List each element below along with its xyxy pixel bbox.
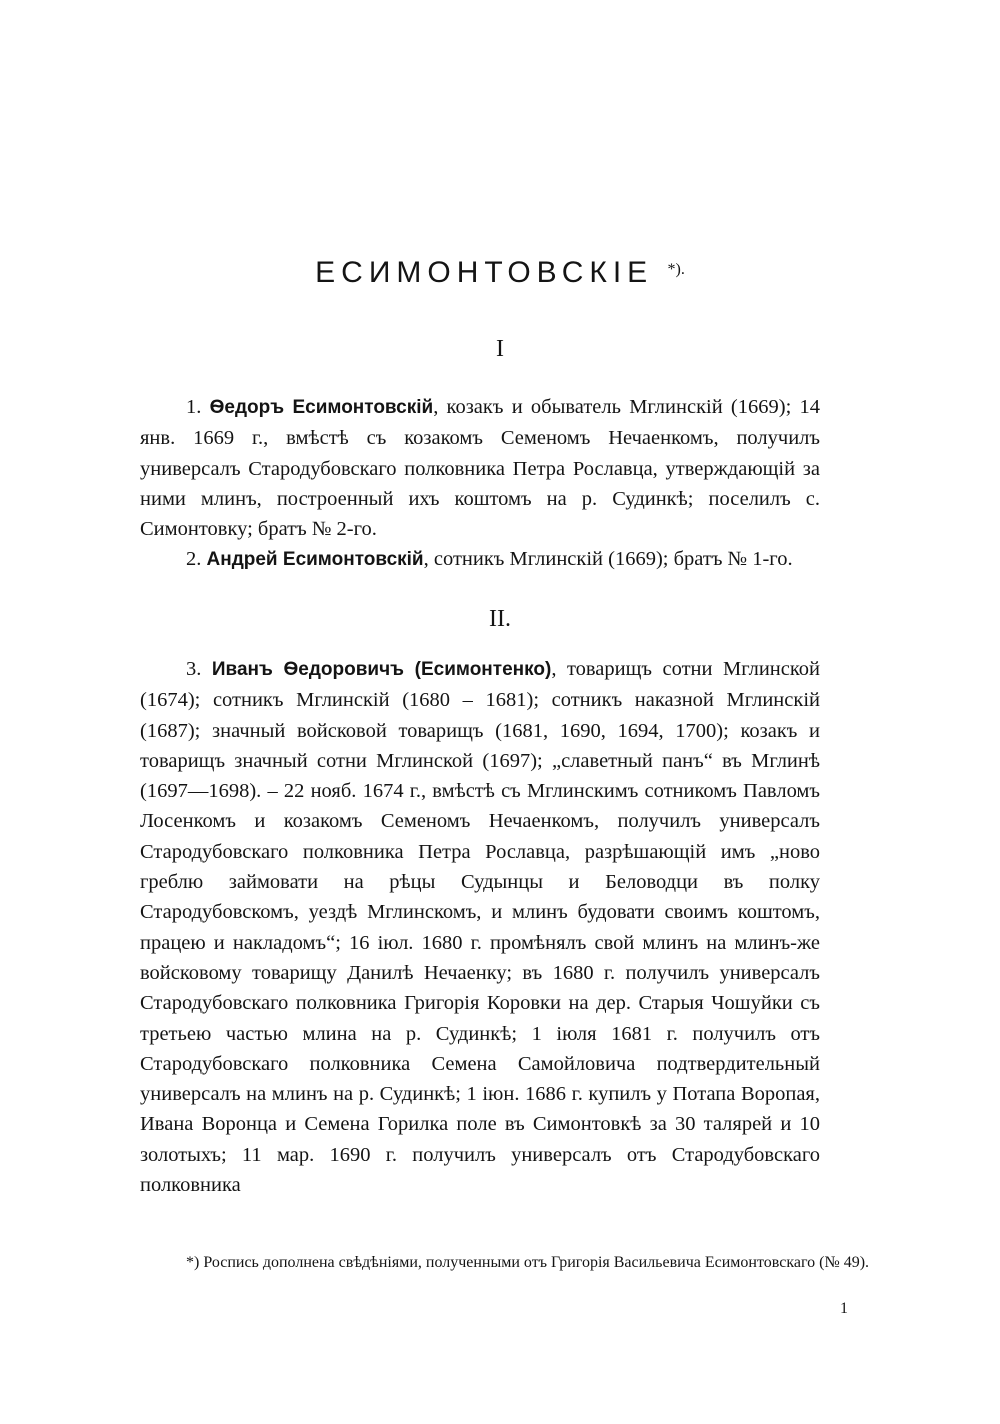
title-text: ЕСИМОНТОВСКІЕ: [315, 256, 654, 289]
person-name: Иванъ Ѳедоровичъ (Есимонтенко): [211, 659, 552, 680]
person-name: Андрей Есимонтовскій: [206, 549, 424, 571]
entry-number: 2.: [186, 548, 202, 571]
entry-1: [140, 392, 820, 544]
section-heading-1: I: [496, 336, 504, 362]
entry-text: , сотникъ Мглинскій (1669); братъ № 1-го.: [423, 548, 793, 571]
section-2-body: [140, 654, 820, 1200]
entry-3: [140, 654, 820, 1200]
page-title: [0, 256, 1000, 290]
section-1-body: [140, 392, 820, 576]
entry-text: , товарищъ сотни Мглинской (1674); сотникъ Мглинскій (1680 – 1681); сотникъ наказной Мглинскій (1687); значный войсковой товарищъ (1681, 1690, 1694, 1700); козакъ и товарищъ значный сотни Мглинской (1697); „славетный панъ“ въ Мглинѣ (1697—1698). – 22 нояб. 1674 г., вмѣстѣ съ Мглинскимъ сотникомъ Павломъ Лосенкомъ и козакомъ Семеномъ Нечаенкомъ, получилъ универсалъ Стародубовскаго полковника Петра Рославца, разрѣшающій имъ „ново греблю займовати на рѣцы Судынцы и Беловодци въ полку Стародубовскомъ, уездѣ Мглинскомъ, и млинъ будовати своимъ коштомъ, працею и накладомъ“; 16 іюл. 1680 г. промѣнялъ свой млинъ на млинъ-же войсковому товарищу Данилѣ Нечаенку; въ 1680 г. получилъ универсалъ Стародубовскаго полковника Григорія Коровки на дер. Старыя Чошуйки съ третьею частью млина на р. Судинкѣ; 1 іюля 1681 г. получилъ отъ Стародубовскаго полковника Семена Самойловича подтвердительный универсалъ на млинъ на р. Судинкѣ; 1 іюн. 1686 г. купилъ у Потапа Воропая, Ивана Воронца и Семена Горилка поле въ Симонтовкѣ за 30 талярей и 10 золотыхъ; 11 мар. 1690 г. получилъ универсалъ отъ Стародубовскаго полковника: [140, 658, 820, 1197]
person-name: Ѳедоръ Есимонтовскій: [209, 397, 434, 418]
entry-number: 1.: [186, 396, 202, 418]
entry-number: 3.: [186, 658, 202, 680]
footnote: *) Роспись дополнена свѣдѣніями, полученными отъ Григорія Васильевича Есимонтовскаго (№ 49).: [186, 1254, 870, 1271]
title-footnote-marker: *).: [667, 261, 685, 278]
page-number: 1: [840, 1300, 848, 1317]
entry-2: [140, 544, 820, 575]
entry-text: , козакъ и обыватель Мглинскій (1669); 14 янв. 1669 г., вмѣстѣ съ козакомъ Семеномъ Нечаенкомъ, получилъ универсалъ Стародубовскаго полковника Петра Рославца, утверждающій за ними млинъ, построенный ихъ коштомъ на р. Судинкѣ; поселилъ с. Симонтовку; братъ № 2-го.: [140, 396, 820, 541]
section-heading-2: II.: [489, 606, 511, 632]
